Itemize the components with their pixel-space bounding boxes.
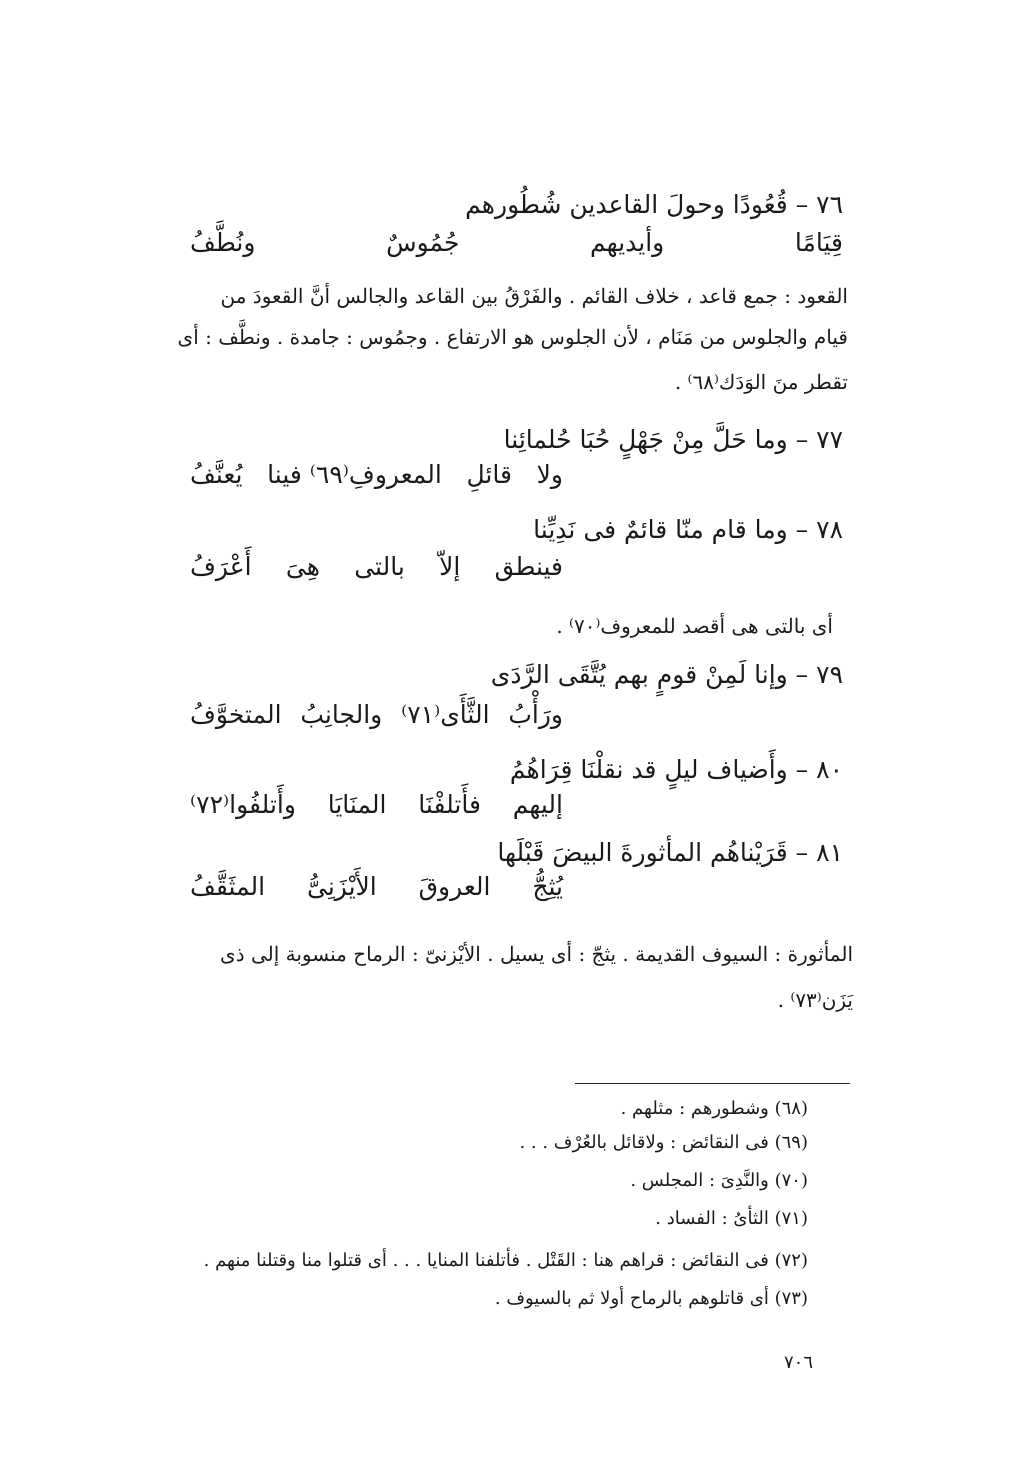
verse-77-first-hemistich: ٧٧ – وما حَلَّ مِنْ جَهْلٍ حُبَا حُلمائِنا <box>503 425 843 454</box>
verse-word: العروقَ <box>418 872 491 901</box>
verse-word: المثَقَّفُ <box>190 872 266 901</box>
verse-81-second-hemistich <box>190 872 563 901</box>
footnote-72: (٧٢) فى النقائض : قراهم هنا : القَتْل . فأتلفنا المنايا . . . أى قتلوا منا وقتلنا منهم . <box>203 1250 808 1271</box>
verse-word: المعروفِ⁽٦٩⁾ فينا <box>267 460 442 489</box>
verse-79-second-hemistich <box>190 700 563 729</box>
footnote-68: (٦٨) وشطورهم : مثلهم . <box>620 1098 808 1119</box>
commentary-81-line-1: المأثورة : السيوف القديمة . يثجّ : أى يسيل . الأيْزنىّ : الرماح منسوبة إلى ذى <box>220 942 853 966</box>
verse-78-first-hemistich: ٧٨ – وما قام منّا قائمٌ فى نَدِيِّنا <box>533 515 843 544</box>
verse-76-second-hemistich <box>190 228 843 257</box>
verse-word: المتخوَّفُ <box>190 700 282 729</box>
verse-word: المنَايَا <box>327 790 387 819</box>
footnote-73: (٧٣) أى قاتلوهم بالرماح أولا ثم بالسيوف . <box>494 1288 808 1309</box>
verse-word: فينطق <box>494 552 563 581</box>
commentary-76-line-2: قيام والجلوس من مَنَام ، لأن الجلوس هو الارتفاع . وجمُوس : جامدة . ونطَّف : أى <box>177 325 848 349</box>
verse-word: إليهم <box>512 790 563 819</box>
verse-word: يُعنَّفُ <box>190 460 243 489</box>
verse-77-second-hemistich <box>190 460 563 489</box>
verse-word: الثَّأَى⁽٧١⁾ <box>401 700 490 729</box>
verse-word: ونُطَّفُ <box>190 228 256 257</box>
verse-79-first-hemistich: ٧٩ – وإنا لَمِنْ قومٍ بهم يُتَّقَى الرَّدَى <box>490 660 843 689</box>
footnote-70: (٧٠) والنَّدِىَ : المجلس . <box>630 1170 808 1191</box>
commentary-78: أى بالتى هى أقصد للمعروف⁽٧٠⁾ . <box>556 614 833 638</box>
verse-word: ولا <box>536 460 563 489</box>
verse-word: وأَتلفُوا⁽٧٢⁾ <box>190 790 296 819</box>
verse-word: وأيديهم <box>590 228 665 257</box>
footnote-71: (٧١) الثأىُ : الفساد . <box>655 1208 808 1229</box>
page-number: ٧٠٦ <box>783 1352 813 1373</box>
verse-78-second-hemistich <box>190 552 563 581</box>
verse-word: هِىَ <box>285 552 320 581</box>
verse-word: بالتى <box>354 552 405 581</box>
verse-80-first-hemistich: ٨٠ – وأَضياف ليلٍ قد نقلْنَا قِرَاهُمُ <box>509 755 843 784</box>
commentary-76-line-3: تقطر منَ الوَدَك⁽٦٨⁾ . <box>674 370 848 394</box>
verse-word: إلاّ <box>439 552 461 581</box>
commentary-81-line-2: يَزَن⁽٧٣⁾ . <box>777 988 853 1012</box>
verse-word: والجانِبُ <box>300 700 383 729</box>
verse-word: الأَيْزَنِىُّ <box>306 872 377 901</box>
commentary-76-line-1: القعود : جمع قاعد ، خلاف القائم . والفَرْقُ بين القاعد والجالس أنَّ القعودَ من <box>220 284 848 308</box>
verse-word: قائلِ <box>466 460 512 489</box>
verse-word: فأَتلفْنَا <box>418 790 481 819</box>
verse-word: قِيَامًا <box>794 228 843 257</box>
verse-81-first-hemistich: ٨١ – قَرَيْناهُم المأثورةَ البيضَ قَبْلَها <box>497 838 843 867</box>
verse-word: يُثِجُّ <box>532 872 563 901</box>
footnote-69: (٦٩) فى النقائض : ولاقائل بالعُرْف . . . <box>519 1132 808 1153</box>
verse-word: أَعْرَفُ <box>190 552 252 581</box>
verse-76-first-hemistich: ٧٦ – قُعُودًا وحولَ القاعدين شُطُورهم <box>465 190 843 219</box>
verse-word: ورَأْبُ <box>508 700 563 729</box>
footnote-separator <box>575 1083 850 1084</box>
verse-word: جُمُوسٌ <box>386 228 460 257</box>
verse-80-second-hemistich <box>190 790 563 819</box>
